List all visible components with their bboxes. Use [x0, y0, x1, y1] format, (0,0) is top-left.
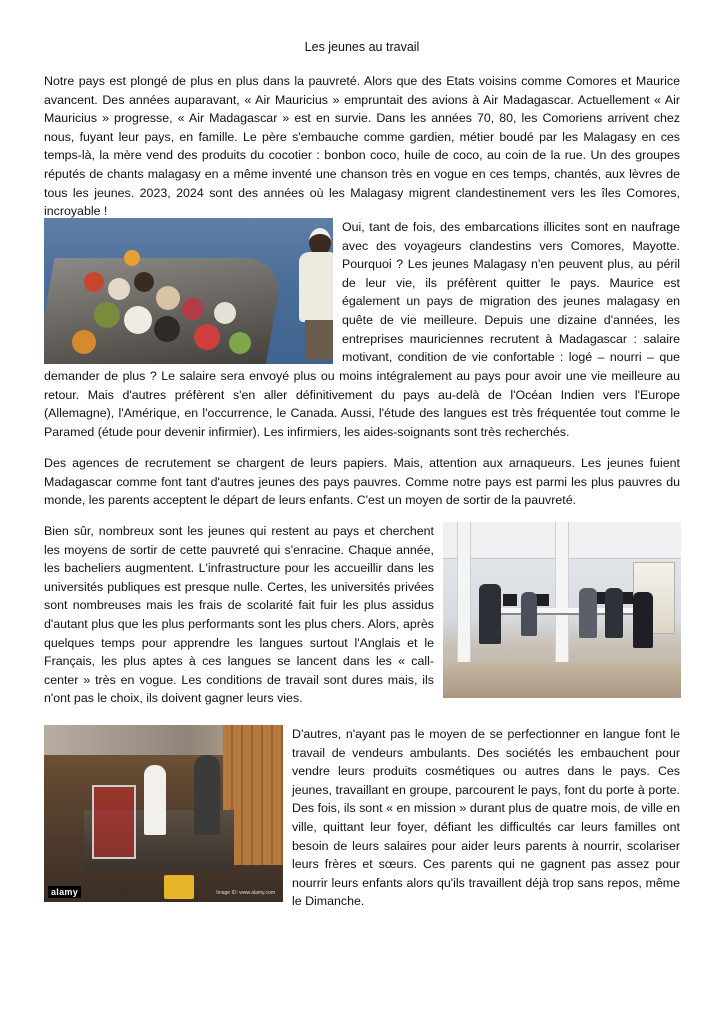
paragraph-4: Bien sûr, nombreux sont les jeunes qui restent au pays et cherchent les moyens de sortir de cette pauvreté qui s'enracine. Chaque année, les bacheliers augmentent. L'infrastructure pour les accueillir dans les universités publiques est presque nulle. Certes, les universités privées sont nombreuses mais les frais de scolarité fait fuir les plus assidus d'autant plus que les plus performants sont les plus chers. Alors, après quelques temps pour apprendre les langues surtout l'Anglais et le Français, les plus aptes à ces langues se lancent dans les « call-center » très en vogue. Les conditions de travail sont dures mais, ils n'ont pas le choix, ils doivent gagner leurs vies. [44, 524, 434, 706]
yellow-bucket [164, 875, 194, 899]
alamy-image-id: Image ID: www.alamy.com [216, 890, 275, 896]
vendor-woman [144, 765, 166, 835]
call-center-worker [605, 588, 623, 638]
paragraph-3: Des agences de recrutement se chargent de leurs papiers. Mais, attention aux arnaqueurs. Les jeunes fuient Madagascar comme font tant d'autres jeunes des pays pauvres. Comme notre pays est parmi les plus pauvres du monde, les parents acceptent le départ de leurs enfants. C'est un moyen de sortir de la pauvreté. [44, 456, 680, 508]
office-chair [633, 592, 653, 648]
boat-migrants-photo [44, 218, 333, 364]
passenger-crowd [64, 242, 254, 352]
alamy-watermark: alamy [48, 886, 81, 898]
call-center-worker [521, 592, 537, 636]
paragraph-recruitment [44, 454, 680, 510]
office-pillar [457, 522, 471, 662]
document-title: Les jeunes au travail [304, 40, 420, 54]
call-center-worker [479, 584, 501, 644]
paragraph-migration [342, 218, 680, 367]
paragraph-2: Oui, tant de fois, des embarcations illicites sont en naufrage avec des voyageurs clandestins vers Comores, Mayotte. Pourquoi ? Les jeunes Malagasy n'en peuvent plus, au péril de leur vie, ils préfèrent quitter le pays. Maurice est également un pays de migration des jeunes malagasy en quête de vie meilleure. Depuis une dizaine d'années, les entreprises mauriciennes recrutent à Madagascar : salaire motivant, condition de vie confortable : logé – nourri – que [342, 220, 680, 365]
call-center-photo [443, 522, 681, 698]
paragraph-call-center [44, 522, 434, 708]
paragraph-1: Notre pays est plongé de plus en plus dans la pauvreté. Alors que des Etats voisins comme Comores et Maurice avancent. Des années auparavant, « Air Mauricius » empruntait des avions à Air Madagascar. Actuellement « Air Mauricius » progresse, « Air Madagascar » est en survie. Dans les années 70, 80, les Comoriens arrivent chez nous, fuyant leur pays, en famille. Le père s'embauche comme gardien, métier boudé par les Malagasy en ces temps-là, la mère vend des produits du cocotier : bonbon coco, huile de coco, au coin de la rue. Un des groupes réputés de chants malagasy en a même inventé une chanson très en vogue en ces temps, chantés, aux lèvres de tous les jeunes. 2023, 2024 sont des années où les Malagasy migrent clandestinement vers les îles Comores, incroyable ! [44, 74, 680, 219]
paragraph-intro [44, 72, 680, 221]
office-pillar [555, 522, 569, 662]
vendor-woman [194, 755, 220, 835]
call-center-worker [579, 588, 597, 638]
display-case [92, 785, 136, 859]
paragraph-street-vendors [292, 725, 680, 911]
standing-man [299, 228, 333, 364]
street-vendors-photo [44, 725, 283, 902]
paragraph-migration-continued [44, 367, 680, 441]
paragraph-2b: demander de plus ? Le salaire sera envoyé plus ou moins intégralement au pays pour avoir une vie meilleure au retour. Mais d'autres préfèrent s'en aller définitivement du pays au-delà de l'Océan Indien vers l'Europe (Allemagne), l'Amérique, en l'occurrence, le Canada. Aussi, l'étude des langues est très fréquentée tout comme le Paramed (étude pour devenir infirmier). Les infirmiers, les aides-soignants sont très recherchés. [44, 369, 680, 439]
paragraph-5: D'autres, n'ayant pas le moyen de se perfectionner en langue font le travail de vendeurs ambulants. Des sociétés les embauchent pour vendre leurs produits cosmétiques ou autres dans le pays. Ces jeunes, travaillant en groupe, parcourent le pays, font du porte à porte. Des fois, ils sont « en mission » durant plus de quatre mois, de ville en ville, quittant leur foyer, défiant les difficultés car leurs familles ont besoin de leurs salaires pour aider leurs parents à nourrir, scolariser leurs frères et sœurs. Ces parents qui ne gagnent pas assez pour nourrir leurs enfants alors qu'ils travaillent déjà trop sans repos, même le Dimanche. [292, 727, 680, 909]
